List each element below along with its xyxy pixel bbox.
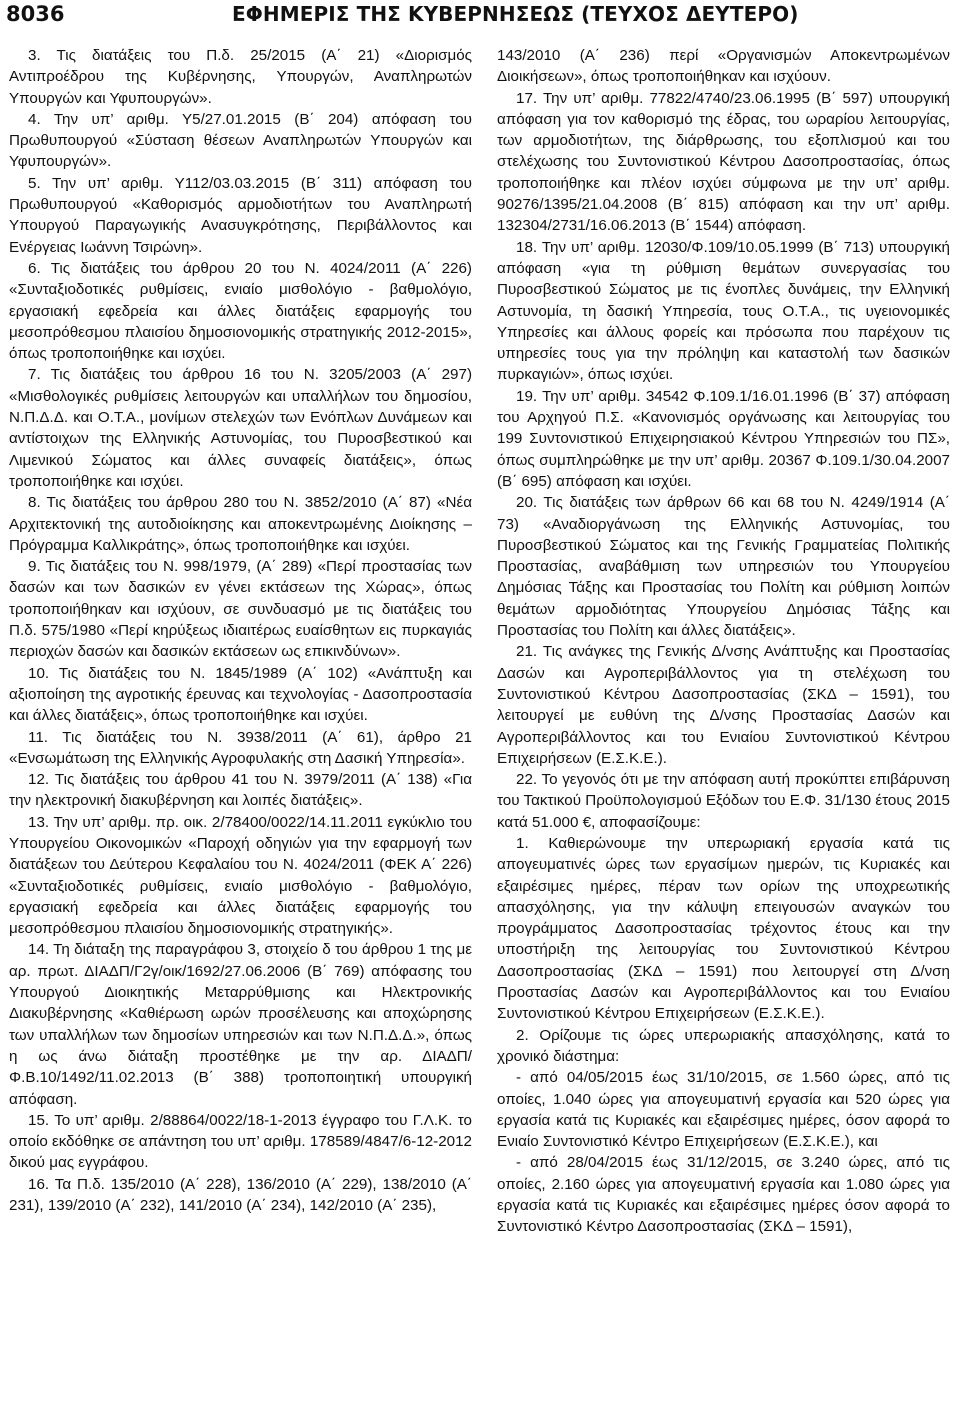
paragraph-12: 12. Τις διατάξεις του άρθρου 41 του Ν. 3979/2011 (Α΄ 138) «Για την ηλεκτρονική διακυβέρνηση και λοιπές διατάξεις». (9, 771, 472, 810)
paragraph-15: 15. Το υπ’ αριθμ. 2/88864/0022/18-1-2013 έγγραφο του Γ.Λ.Κ. το οποίο εκδόθηκε σε απάντηση του υπ’ αριθμ. 178589/4847/6-12-2012 δικού μας εγγράφου. (9, 1111, 472, 1172)
paragraph-3: 3. Τις διατάξεις του Π.δ. 25/2015 (Α΄ 21) «Διορισμός Αντιπροέδρου της Κυβέρνησης, Υπουργών, Αναπληρωτών Υπουργών και Υφυπουργών». (9, 47, 472, 107)
paragraph-18: 18. Την υπ’ αριθμ. 12030/Φ.109/10.05.1999 (Β΄ 713) υπουργική απόφαση «για τη ρύθμιση θεμάτων συνεργασίας του Πυροσβεστικού Σώματος με τις ένοπλες δυνάμεις, την Ελληνική Αστυνομία, τη δασική Υπηρεσία, τους Ο.Τ.Α., τις υγειονομικές Υπηρεσίες και άλλους φορείς και πρόσωπα που παρέχουν τις υπηρεσίες τους για την πρόληψη και καταστολή των δασικών πυρκαγιών», όπως ισχύει. (497, 238, 950, 384)
left-column (9, 45, 472, 1216)
paragraph-14: 14. Τη διάταξη της παραγράφου 3, στοιχείο δ του άρθρου 1 της με αρ. πρωτ. ΔΙΑΔΠ/Γ2γ/οικ/1692/27.06.2006 (Β΄ 769) απόφασης του Υπουργού Διοικητικής Μεταρρύθμισης και Ηλεκτρονικής Διακυβέρνησης «Καθιέρωση ωρών προσέλευσης και αποχώρησης των υπαλλήλων των δημοσίων υπηρεσιών και των Ν.Π.Δ.Δ.», όπως η ως άνω διάταξη προστέθηκε με την αρ. ΔΙΑΔΠ/Φ.Β.10/1492/11.02.2013 (Β΄ 388) τροποποιητική υπουργική απόφαση. (9, 941, 472, 1108)
paragraph-9: 9. Τις διατάξεις του Ν. 998/1979, (Α΄ 289) «Περί προστασίας των δασών και των δασικών εν γένει εκτάσεων της Χώρας», όπως τροποποιήθηκαν και ισχύουν, σε συνδυασμό με τις διατάξεις του Π.δ. 575/1980 «Περί κηρύξεως ιδιαιτέρως ευαίσθητων εις πυρκαγιάς περιοχών δασών και δασικών εκτάσεων ως επικινδύνων». (9, 558, 472, 661)
paragraph-13: 13. Την υπ’ αριθμ. πρ. οικ. 2/78400/0022/14.11.2011 εγκύκλιο του Υπουργείου Οικονομικών «Παροχή οδηγιών για την εφαρμογή των διατάξεων του Δεύτερου Κεφαλαίου του Ν. 4024/2011 (ΦΕΚ Α΄ 226) «Συνταξιοδοτικές ρυθμίσεις, ενιαίο μισθολόγιο - βαθμολόγιο, εργασιακή εφεδρεία και άλλες διατάξεις εφαρμογής του μεσοπρόθεσμου πλαισίου δημοσιονομικής στρατηγικής». (9, 813, 472, 938)
paragraph-5: 5. Την υπ’ αριθμ. Υ112/03.03.2015 (Β΄ 311) απόφαση του Πρωθυπουργού «Καθορισμός αρμοδιοτήτων του Αναπληρωτή Υπουργού Παραγωγικής Ανασυγκρότησης, Περιβάλλοντος και Ενέργειας Ιωάννη Τσιρώνη». (9, 174, 472, 256)
gazette-title: ΕΦΗΜΕΡΙΣ ΤΗΣ ΚΥΒΕΡΝΗΣΕΩΣ (ΤΕΥΧΟΣ ΔΕΥΤΕΡΟ) (232, 2, 799, 26)
paragraph-20: 20. Τις διατάξεις των άρθρων 66 και 68 του Ν. 4249/1914 (Α΄ 73) «Αναδιοργάνωση της Ελληνικής Αστυνομίας, του Πυροσβεστικού Σώματος και της Γενικής Γραμματείας Πολιτικής Προστασίας, αναβάθμιση των υπηρεσιών του Υπουργείου Δημόσιας Τάξης και Προστασίας του Πολίτη και ρύθμιση λοιπών θεμάτων αρμοδιότητας Υπουργείου Δημόσιας Τάξης και Προστασίας του Πολίτη και άλλες διατάξεις». (497, 494, 950, 640)
decision-item-2-period-1: - από 04/05/2015 έως 31/10/2015, σε 1.560 ώρες, από τις οποίες, 1.040 ώρες για απογευματινή εργασία και 520 ώρες για εργασία κατά τις Κυριακές και εξαιρέσιμες ημέρες, όσον αφορά το Ενιαίο Συντονιστικό Κέντρο Επιχειρήσεων (Ε.Σ.Κ.Ε.), και (497, 1069, 950, 1151)
paragraph-21: 21. Τις ανάγκες της Γενικής Δ/νσης Ανάπτυξης και Προστασίας Δασών και Αγροπεριβάλλοντος για τη στελέχωση του Συντονιστικού Κέντρου Δασοπροστασίας (ΣΚΔ – 1591), του λειτουργεί με ευθύνη της Δ/νσης Προστασίας Δασών και Αγροπεριβάλλοντος και του Ενιαίου Συντονιστικού Κέντρου Επιχειρήσεων (Ε.Σ.Κ.Ε.). (497, 643, 950, 767)
paragraph-8: 8. Τις διατάξεις του άρθρου 280 του Ν. 3852/2010 (Α΄ 87) «Νέα Αρχιτεκτονική της αυτοδιοίκησης και αποκεντρωμένης Διοίκησης – Πρόγραμμα Καλλικράτης», όπως τροποποιήθηκε και ισχύει. (9, 494, 472, 554)
paragraph-7: 7. Τις διατάξεις του άρθρου 16 του Ν. 3205/2003 (Α΄ 297) «Μισθολογικές ρυθμίσεις λειτουργών και υπαλλήλων του δημοσίου, Ν.Π.Δ.Δ. και Ο.Τ.Α., μονίμων στελεχών των Ενόπλων Δυνάμεων και αντίστοιχων της Ελληνικής Αστυνομίας, του Πυροσβεστικού και Λιμενικού Σώματος και άλλες συναφείς διατάξεις», όπως τροποποιήθηκε και ισχύει. (9, 366, 472, 490)
paragraph-11: 11. Τις διατάξεις του Ν. 3938/2011 (Α΄ 61), άρθρο 21 «Ενσωμάτωση της Ελληνικής Αγροφυλακής στη Δασική Υπηρεσία». (9, 728, 472, 767)
decision-item-2: 2. Ορίζουμε τις ώρες υπερωριακής απασχόλησης, κατά το χρονικό διάστημα: (497, 1026, 950, 1065)
paragraph-22: 22. Το γεγονός ότι με την απόφαση αυτή προκύπτει επιβάρυνση του Τακτικού Προϋπολογισμού Εξόδων του Ε.Φ. 31/130 έτους 2015 κατά 51.000 €, αποφασίζουμε: (497, 771, 950, 831)
paragraph-10: 10. Τις διατάξεις του Ν. 1845/1989 (Α΄ 102) «Ανάπτυξη και αξιοποίηση της αγροτικής έρευνας και τεχνολογίας - Δασοπροστασία και άλλες διατάξεις», όπως τροποποιήθηκε και ισχύει. (9, 664, 472, 725)
paragraph-6: 6. Τις διατάξεις του άρθρου 20 του Ν. 4024/2011 (Α΄ 226) «Συνταξιοδοτικές ρυθμίσεις, ενιαίο μισθολόγιο - βαθμολόγιο, εργασιακή εφεδρεία και άλλες διατάξεις εφαρμογής του μεσοπρόθεσμου πλαισίου δημοσιονομικής στρατηγικής 2012-2015», όπως τροποποιήθηκε και ισχύει. (9, 259, 472, 363)
paragraph-4: 4. Την υπ’ αριθμ. Υ5/27.01.2015 (Β΄ 204) απόφαση του Πρωθυπουργού «Σύσταση θέσεων Αναπληρωτών Υπουργών και Υφυπουργών». (9, 110, 472, 171)
paragraph-19: 19. Την υπ’ αριθμ. 34542 Φ.109.1/16.01.1996 (Β΄ 37) απόφαση του Αρχηγού Π.Σ. «Κανονισμός οργάνωσης και λειτουργίας του 199 Συντονιστικού Επιχειρησιακού Κέντρου Υπηρεσιών του ΠΣ», όπως συμπληρώθηκε με την υπ’ αριθμ. 20367 Φ.109.1/30.04.2007 (Β΄ 695) απόφαση και ισχύει. (497, 387, 950, 490)
paragraph-16-continued: 143/2010 (Α΄ 236) περί «Οργανισμών Αποκεντρωμένων Διοικήσεων», όπως τροποποιήθηκαν και ισχύουν. (497, 47, 950, 86)
page-header (0, 0, 960, 40)
paragraph-17: 17. Την υπ’ αριθμ. 77822/4740/23.06.1995 (Β΄ 597) υπουργική απόφαση για τον καθορισμό της έδρας, του ωραρίου λειτουργίας, των αρμοδιοτήτων, της διάρθρωσης, του εξοπλισμού και του στελέχωσης του Συντονιστικού Κέντρου Δασοπροστασίας, όπως τροποποιήθηκε και πλέον ισχύει σύμφωνα με την υπ’ αριθμ. 90276/1395/21.04.2008 (Β΄ 815) απόφαση και την υπ’ αριθμ. 132304/2731/16.06.2013 (Β΄ 1544) απόφαση. (497, 89, 950, 235)
decision-item-1: 1. Καθιερώνουμε την υπερωριακή εργασία κατά τις απογευματινές ώρες των εργασίμων ημερών, τις Κυριακές και εξαιρέσιμες ημέρες, πέραν των ορίων της υποχρεωτικής απασχόλησης, για την κάλυψη επειγουσών αναγκών του προγράμματος Δασοπροστασίας τρέχοντος έτους και την υποστήριξη της λειτουργίας του Συντονιστικού Κέντρου Δασοπροστασίας (ΣΚΔ – 1591) που λειτουργεί στη Δ/νση Προστασίας Δασών και Αγροπεριβάλλοντος και του Ενιαίου Συντονιστικού Κέντρου Επιχειρήσεων (Ε.Σ.Κ.Ε.). (497, 834, 950, 1023)
page-number: 8036 (6, 2, 65, 26)
decision-item-2-period-2: - από 28/04/2015 έως 31/12/2015, σε 3.240 ώρες, από τις οποίες, 2.160 ώρες για απογευματινή εργασία και 1.080 ώρες για εργασία κατά τις Κυριακές και εξαιρέσιμες ημέρες όσον αφορά το Συντονιστικό Κέντρο Δασοπροστασίας (ΣΚΔ – 1591), (497, 1154, 950, 1236)
right-column (497, 45, 950, 1238)
paragraph-16: 16. Τα Π.δ. 135/2010 (Α΄ 228), 136/2010 (Α΄ 229), 138/2010 (Α΄ 231), 139/2010 (Α΄ 232), 141/2010 (Α΄ 234), 142/2010 (Α΄ 235), (9, 1175, 472, 1215)
